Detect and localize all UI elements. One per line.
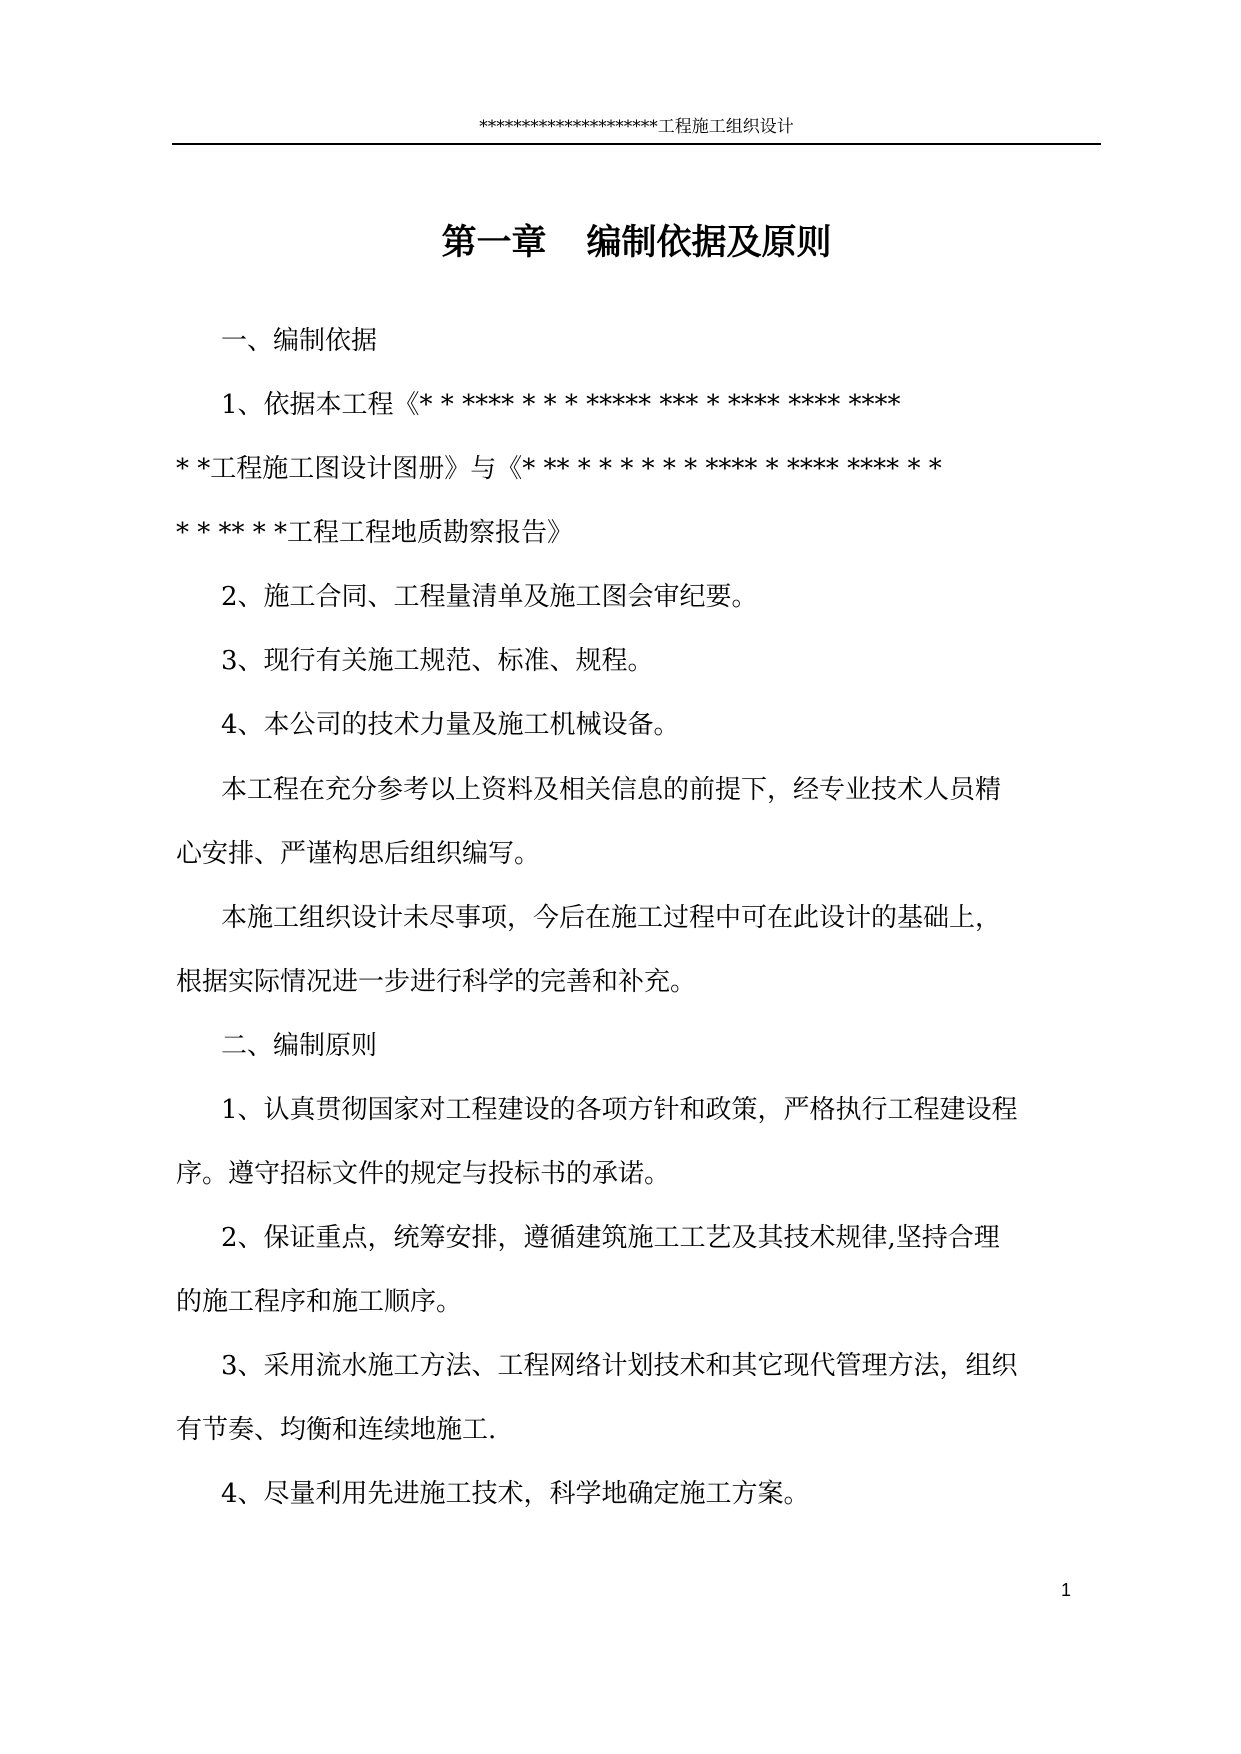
basis-item-1-cont: * * ** * *工程工程地质勘察报告》 [176, 518, 574, 548]
chapter-name: 编制依据及原则 [586, 222, 832, 263]
paragraph-line-cont: 根据实际情况进一步进行科学的完善和补充。 [176, 967, 697, 997]
paragraph-line-cont: 心安排、严谨构思后组织编写。 [176, 839, 541, 869]
page-number: 1 [1061, 1580, 1072, 1600]
principle-item-4: 4、尽量利用先进施工技术，科学地确定施工方案。 [221, 1479, 810, 1509]
section-heading-principles: 二、编制原则 [221, 1031, 378, 1061]
principle-item-2: 2、保证重点，统筹安排，遵循建筑施工工艺及其技术规律,坚持合理 [221, 1223, 1000, 1253]
section-heading-basis: 一、编制依据 [221, 326, 378, 356]
basis-item-1-cont: * *工程施工图设计图册》与《* ** * * * * * * **** * **** **** * * [176, 454, 942, 484]
paragraph-line: 本工程在充分参考以上资料及相关信息的前提下，经专业技术人员精 [221, 775, 1002, 805]
basis-item-2: 2、施工合同、工程量清单及施工图会审纪要。 [221, 582, 758, 612]
header-rule [172, 143, 1101, 145]
principle-item-3: 3、采用流水施工方法、工程网络计划技术和其它现代管理方法，组织 [221, 1351, 1018, 1381]
principle-item-1: 1、认真贯彻国家对工程建设的各项方针和政策，严格执行工程建设程 [221, 1095, 1018, 1125]
principle-item-1-cont: 序。遵守招标文件的规定与投标书的承诺。 [176, 1159, 671, 1189]
chapter-number: 第一章 [441, 222, 547, 263]
chapter-title [172, 220, 1101, 266]
paragraph-line: 本施工组织设计未尽事项，今后在施工过程中可在此设计的基础上， [221, 903, 1002, 933]
basis-item-4: 4、本公司的技术力量及施工机械设备。 [221, 710, 680, 740]
page-header: *********************工程施工组织设计 [479, 117, 794, 137]
basis-item-1: 1、依据本工程《* * **** * * * ***** *** * **** **** **** [221, 390, 901, 420]
principle-item-2-cont: 的施工程序和施工顺序。 [176, 1287, 463, 1317]
basis-item-3: 3、现行有关施工规范、标准、规程。 [221, 646, 654, 676]
principle-item-3-cont: 有节奏、均衡和连续地施工. [176, 1415, 497, 1445]
